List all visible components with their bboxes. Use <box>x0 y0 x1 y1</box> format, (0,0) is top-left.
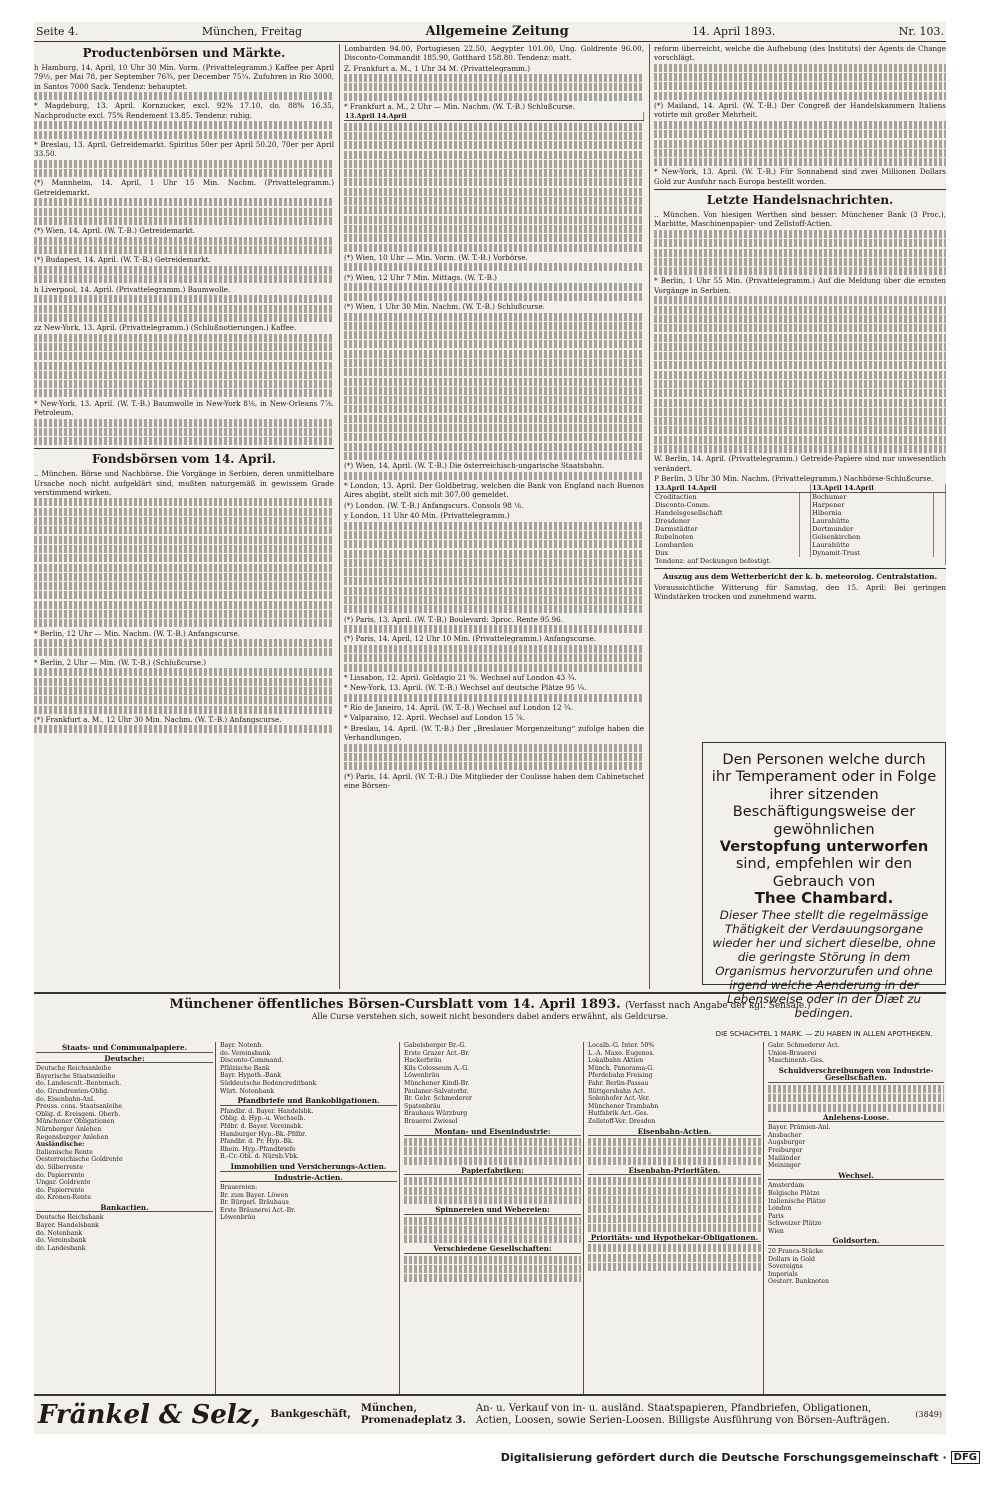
list-item: Oesterreichische Goldrente <box>36 1156 123 1164</box>
table-cell: Darmstädter <box>654 525 800 533</box>
article-text: * Magdeburg, 13. April. Kornzucker, excl. 92% 17.10, do. 88% 16.35, Nachproducte excl. 75% Rendement 13.85. Tendenz: ruhig. <box>34 101 334 120</box>
newspaper-title: Allgemeine Zeitung <box>425 24 569 39</box>
cursblatt-section: Eisenbahn-Actien. <box>588 1128 761 1137</box>
article-text: * New-York, 13. April. (W. T.-B.) Baumwolle in New-York 8⅛, in New-Orleans 7⅞. Petroleum. <box>34 398 334 418</box>
article-text: (*) Wien, 14. April. (W. T.-B.) Getreidemarkt. <box>34 226 196 236</box>
table-cell: Creditactien <box>654 493 800 502</box>
list-item: Ungar. Goldrente <box>36 1179 91 1187</box>
list-item: do. Kronen-Rente <box>36 1194 91 1202</box>
credit-text: Digitalisierung gefördert durch die Deutsche Forschungsgemeinschaft <box>500 1451 939 1464</box>
list-item: Disconto-Command. <box>220 1057 284 1065</box>
list-item: Deutsche Reichsbank <box>36 1214 104 1222</box>
article-text: (*) Mailand, 14. April. (W. T.-B.) Der Congreß der Handelskammern Italiens votirte mit großer Mehrheit. <box>654 101 946 120</box>
cursblatt-column-1 <box>34 1042 216 1394</box>
list-item: Localb.-G. Inter. 50% <box>588 1042 655 1049</box>
list-item: Hamburger Hyp.-Bk.-Pfdbr. <box>220 1130 307 1138</box>
ad-code: (3849) <box>915 1410 942 1419</box>
list-item: Hutfabrik Act.-Ges. <box>588 1110 649 1118</box>
weather-text: Voraussichtliche Witterung für Samstag, den 15. April: Bei geringen Windstärken trocken und zunehmend warm. <box>654 582 946 601</box>
cursblatt-section: Prioritäts- und Hypothekar-Obligationen. <box>588 1234 761 1243</box>
list-item: Brauereien: <box>220 1184 258 1192</box>
list-item: Brauerei Zwiesel <box>404 1117 458 1125</box>
issue-number: Nr. 103. <box>898 25 944 38</box>
list-item: Union-Brauerei <box>768 1049 817 1057</box>
article-text: * Berlin, 1 Uhr 55 Min. (Privattelegramm.) Auf die Meldung über die ernsten Vorgänge in Serbien. <box>654 276 946 295</box>
firm-city: München, <box>360 1403 417 1414</box>
list-item: Italienische Plätze <box>768 1197 826 1205</box>
list-item: Bayer. Prämien-Anl. <box>768 1124 831 1132</box>
table-cell: Laurahütte <box>811 541 934 549</box>
article-text: * Breslau, 14. April. (W. T.-B.) Der „Breslauer Morgenzeitung“ zufolge haben die Verhandlungen. <box>344 723 644 743</box>
bank-advertisement <box>34 1394 946 1434</box>
cursblatt-section: Verschiedene Gesellschaften: <box>404 1245 581 1254</box>
list-item: Paris <box>768 1212 784 1220</box>
cursblatt-section: Schuldverschreibungen von Industrie-Gesellschaften. <box>768 1067 944 1083</box>
firm-address <box>361 1403 466 1427</box>
article-text: Z. Frankfurt a. M., 1 Uhr 34 M. (Privattelegramm.) <box>344 63 531 73</box>
list-item: Oblig. d. Kreisgem. Oberb. <box>36 1110 121 1118</box>
list-item: Erste Grazer Act.-Br. <box>404 1049 470 1057</box>
table-cell: Rubelnoten <box>654 533 800 541</box>
list-item: Brauhaus Würzburg <box>404 1110 468 1118</box>
ad-line: ihrer sitzenden Beschäftigungsweise der gewöhnlichen <box>732 785 916 838</box>
cursblatt-section: Montan- und Eisenindustrie: <box>404 1128 581 1137</box>
list-item: Rhein. Hyp.-Pfandbriefe <box>220 1145 296 1153</box>
firm-services: An- u. Verkauf von in- u. ausländ. Staatspapieren, Pfandbriefen, Obligationen, Actien, Loosen, sowie Serien-Loosen. Billigste Ausführung von Börsen-Aufträgen. <box>475 1403 890 1426</box>
list-item: Münchener Obligationen <box>36 1118 115 1126</box>
city-day: München, Freitag <box>201 25 303 38</box>
table-cell: Dux <box>654 549 800 557</box>
table-cell: Handelsgesellschaft <box>654 509 800 517</box>
article-text: y London, 11 Uhr 40 Min. (Privattelegramm.) <box>344 511 510 521</box>
cursblatt-section: Bankactien. <box>36 1204 213 1213</box>
article-text: (*) Frankfurt a. M., 12 Uhr 30 Min. Nachm. (W. T.-B.) Anfangscurse. <box>34 714 282 724</box>
cursblatt-section: Pfandbriefe und Bankobligationen. <box>220 1097 397 1106</box>
cursblatt-section: Spinnereien und Webereien: <box>404 1206 581 1215</box>
ad-brand: Thee Chambard. <box>754 889 894 908</box>
list-item: Pfdbr. d. Bayer. Vereinsbk. <box>220 1122 304 1130</box>
column-1 <box>34 44 334 814</box>
cursblatt-column-3 <box>402 1042 584 1394</box>
firm-name: Fränkel & Selz, <box>38 1400 261 1430</box>
article-text: (*) Budapest, 14. April. (W. T.-B.) Getreidemarkt. <box>34 255 211 265</box>
article-text: P Berlin, 3 Uhr 30 Min. Nachm. (Privattelegramm.) Nachbörse-Schlußcurse. <box>654 473 934 483</box>
ad-line: sind, empfehlen wir den Gebrauch von <box>735 855 913 890</box>
list-item: Zellstoff-Ver. Dresden <box>588 1117 656 1125</box>
firm-kind: Bankgeschäft, <box>270 1409 351 1420</box>
list-item: do. Landescult.-Rentensch. <box>36 1080 122 1088</box>
list-item: Oesterr. Banknoten <box>768 1278 830 1286</box>
table-cell: Lombarden <box>654 541 800 549</box>
list-item: L.-A. Maxe. Eugenos. <box>588 1049 655 1057</box>
article-text: * New-York, 13. April. (W. T.-B.) Wechsel auf deutsche Plätze 95 ¼. <box>344 683 587 693</box>
list-item: Spatenbräu <box>404 1102 441 1110</box>
table-cell: Dortmunder <box>811 525 934 533</box>
section-heading: Fondsbörsen vom 14. April. <box>92 452 276 467</box>
list-item: Regensburger Anlehen <box>36 1133 109 1141</box>
list-item: Schweizer Plätze <box>768 1220 822 1228</box>
article-text: (*) Paris, 13. April. (W. T.-B.) Boulevard: 3proc. Rente 95.96. <box>344 614 563 624</box>
article-text: Lombarden 94.00, Portugiesen 22.50, Aegypter 101.00, Ung. Goldrente 96.00, Disconto-Commandit 185.90, Gotthard 158.80. Tendenz: matt. <box>344 44 644 63</box>
article-text: W. Berlin, 14. April. (Privattelegramm.) Getreide-Papiere sind nur unwesentlich verändert. <box>654 454 946 473</box>
list-item: Bayerische Staatsanleihe <box>36 1072 116 1080</box>
article-text: * Berlin, 2 Uhr — Min. (W. T.-B.) (Schlußcurse.) <box>34 657 207 667</box>
list-item: do. Landesbank <box>36 1244 86 1252</box>
list-item: Amsterdam <box>768 1182 805 1190</box>
article-text: zz New-York, 13. April. (Privattelegramm.) (Schlußnotierungen.) Kaffee. <box>34 323 297 333</box>
page-number: Seite 4. <box>36 25 79 38</box>
list-item: Nürnberger Anlehen <box>36 1125 102 1133</box>
article-text: * Rio de Janeiro, 14. April. (W. T.-B.) Wechsel auf London 12 ¾. <box>344 703 574 713</box>
cursblatt-section: Industrie-Actien. <box>220 1174 397 1183</box>
table-cell: Hibernia <box>811 509 934 517</box>
article-text: (*) Wien, 14. April. (W. T.-B.) Die österreichisch-ungarische Staatsbahn. <box>344 461 605 471</box>
table-cell: Dynamit-Trust <box>811 549 934 557</box>
boersen-cursblatt <box>34 992 946 1392</box>
list-item: Ausländische: <box>36 1141 85 1149</box>
ad-price: DIE SCHACHTEL 1 MARK. — ZU HABEN IN ALLEN APOTHEKEN. <box>715 1029 933 1038</box>
list-item: Mailänder <box>768 1154 801 1162</box>
article-text: h Liverpool, 14. April. (Privattelegramm.) Baumwolle. <box>34 284 231 294</box>
list-item: do. Silberrente <box>36 1163 84 1171</box>
article-text: * Valparaiso, 12. April. Wechsel auf London 15 ⅞. <box>344 713 525 723</box>
table-cell: Dresdener <box>654 517 800 525</box>
article-text: (*) Wien, 12 Uhr 7 Min. Mittags. (W. T.-B.) <box>344 272 497 282</box>
cursblatt-column-2 <box>218 1042 400 1394</box>
masthead <box>34 22 946 42</box>
list-item: Hackerbräu <box>404 1057 442 1065</box>
list-item: Rüttgersbahn Act. <box>588 1087 646 1095</box>
table-cell: Disconto-Comm. <box>654 501 800 509</box>
list-item: Münch. Panorama-G. <box>588 1064 654 1072</box>
list-item: Bayr. Hypoth.-Bank <box>220 1072 282 1080</box>
list-item: do. Vereinsbank <box>220 1049 271 1057</box>
list-item: Löwenbräu <box>404 1072 440 1080</box>
list-item: Kils Colosseum A.-G. <box>404 1064 469 1072</box>
list-item: Pfälzische Bank <box>220 1064 270 1072</box>
list-item: B.-Cr.-Obl. d. Nürnb.Vbk. <box>220 1153 299 1161</box>
column-2 <box>344 44 644 989</box>
list-item: Dollars in Gold <box>768 1255 815 1263</box>
nachboerse-table <box>654 484 946 565</box>
list-item: Preuss. cons. Staatsanleihe <box>36 1103 123 1111</box>
ad-line: Den Personen welche durch <box>722 751 926 768</box>
cursblatt-section: Wechsel. <box>768 1172 944 1181</box>
list-item: do. Notenbank <box>36 1229 83 1237</box>
list-item: Br. Bürgerl. Bräuhaus <box>220 1199 289 1207</box>
list-item: Würt. Notenbank <box>220 1087 275 1095</box>
article-text: (*) Paris, 14. April. (W. T.-B.) Die Mitglieder der Coulisse haben dem Cabinetschef eine Börsen- <box>344 771 644 790</box>
article-text: * Breslau, 13. April. Getreidemarkt. Spiritus 50er per April 50.20, 70er per April 33.50. <box>34 139 334 159</box>
list-item: Oblig. d. Hyp.-u. Wechselb. <box>220 1115 306 1123</box>
article-text: * Frankfurt a. M., 2 Uhr — Min. Nachm. (W. T.-B.) Schlußcurse. <box>344 102 575 112</box>
article-text: (*) Paris, 14. April, 12 Uhr 10 Min. (Privattelegramm.) Anfangscurse. <box>344 634 597 644</box>
list-item: Br. zum Bayer. Löwen <box>220 1191 289 1199</box>
article-text: .. München. Börse und Nachbörse. Die Vorgänge in Serbien, deren unmittelbare Ursache noch nicht aufgeklärt sind, mußten naturgemäß in gewissem Grade verstimmend wirken. <box>34 469 334 497</box>
list-item: do. Eisenbahn-Anl. <box>36 1095 95 1103</box>
weather-title: Auszug aus dem Wetterbericht der k. b. meteorolog. Centralstation. <box>663 572 937 582</box>
article-text: (*) Wien, 10 Uhr — Min. Vorm. (W. T.-B.) Vorbörse. <box>344 252 528 262</box>
article-text: h Hamburg, 14. April, 10 Uhr 30 Min. Vorm. (Privattelegramm.) Kaffee per April 79½, per Mai 78, per September 76¾, per December 75¼. Zufuhren in Rio 3000, in Santos 7000 Sack. Tendenz: behauptet. <box>34 63 334 91</box>
list-item: Deutsche Reichsanleihe <box>36 1065 112 1073</box>
cursblatt-title: Münchener öffentliches Börsen-Cursblatt vom 14. April 1893. (Verfasst nach Angabe der kgl. Sensale.) <box>169 997 811 1012</box>
table-cell: Tendenz: auf Deckungen befestigt. <box>654 557 946 565</box>
digitization-credit: Digitalisierung gefördert durch die Deutsche Forschungsgemeinschaft · DFG <box>501 1451 980 1464</box>
list-item: Br. Gebr. Schmederer <box>404 1095 472 1103</box>
list-item: Bayr. Notenb. <box>220 1042 264 1049</box>
table-header: 13.April 14.April <box>344 112 644 121</box>
article-text: reform überreicht, welche die Aufhebung (des Instituts) der Agents de Change vorschlägt. <box>654 44 946 63</box>
list-item: London <box>768 1205 792 1213</box>
list-item: Münchener Kindl-Br. <box>404 1079 470 1087</box>
cursblatt-column-5 <box>766 1042 946 1394</box>
table-cell: Harpener <box>811 501 934 509</box>
article-text: * Berlin, 12 Uhr — Min. Nachm. (W. T.-B.) Anfangscurse. <box>34 628 241 638</box>
cursblatt-section: Eisenbahn-Prioritäten. <box>588 1167 761 1176</box>
list-item: Gabelsberger Br.-G. <box>404 1042 467 1049</box>
list-item: do. Papierrente <box>36 1186 85 1194</box>
newspaper-page <box>34 22 946 1434</box>
ad-line: Dieser Thee stellt die regelmässige Thätigkeit der Verdauungsorgane wieder her und sichert dieselbe, ohne die geringste Störung in dem Organismus hervorzurufen und ohne irgend welche Aenderung in der Lebensweise oder in der Diæt zu bedingen. <box>712 907 936 1020</box>
table-header: 13.April 14.April <box>811 484 946 493</box>
list-item: Süddeutsche Bodencreditbank <box>220 1079 317 1087</box>
list-item: Wien <box>768 1227 784 1235</box>
list-item: Sovereigns <box>768 1263 803 1271</box>
table-cell: Gelsenkirchen <box>811 533 934 541</box>
list-item: Fabr. Berlin-Passau <box>588 1079 649 1087</box>
list-item: Belgische Plätze <box>768 1189 820 1197</box>
list-item: Pfandbr. d. Pr. Hyp.-Bk. <box>220 1138 294 1146</box>
list-item: Maschinenb.-Ges. <box>768 1057 825 1065</box>
article-text: * London, 13. April. Der Goldbetrag, welchen die Bank von England nach Buenos Aires abgibt, stellt sich mit 307.00 gemeldet. <box>344 481 644 500</box>
issue-date: 14. April 1893. <box>692 25 776 38</box>
table-cell: Laurahütte <box>811 517 934 525</box>
cursblatt-section: Papierfabriken: <box>404 1167 581 1176</box>
list-item: do. Grundrenten-Oblig. <box>36 1087 110 1095</box>
list-item: Paulaner-Salvatorbr. <box>404 1087 469 1095</box>
list-item: Augsburger <box>768 1139 806 1147</box>
article-text: (*) London. (W. T.-B.) Anfangscurs. Consols 98 ⅛. <box>344 500 524 510</box>
list-item: Meininger <box>768 1162 801 1170</box>
list-item: Löwenbräu <box>220 1214 256 1222</box>
ad-line: Verstopfung unterworfen <box>719 838 929 856</box>
list-item: Gabr. Schmederer Act. <box>768 1042 840 1049</box>
list-item: Bayer. Handelsbank <box>36 1222 99 1230</box>
firm-street: Promenadeplatz 3. <box>360 1415 466 1426</box>
cursblatt-section: Deutsche: <box>36 1055 213 1064</box>
list-item: do. Papierrente <box>36 1171 85 1179</box>
list-item: 20 Francs-Stücke <box>768 1248 824 1256</box>
article-text: * New-York, 13. April. (W. T.-B.) Für Sonnabend sind zwei Millionen Dollars Gold zur Ausfuhr nach Europa bestellt worden. <box>654 167 946 186</box>
list-item: Solenhofer Act.-Ver. <box>588 1095 651 1103</box>
article-text: (*) Wien, 1 Uhr 30 Min. Nachm. (W. T.-B.) Schlußcurse. <box>344 301 545 311</box>
article-text: .. München. Von hiesigen Werthen sind besser: Münchener Bank (3 Proc.), Marbitte, Maschinenpapier- und Zellstoff-Actien. <box>654 210 946 229</box>
list-item: Münchener Trambahn <box>588 1102 659 1110</box>
list-item: Erste Bräunerei Act.-Br. <box>220 1206 296 1214</box>
section-heading: Productenbörsen und Märkte. <box>82 46 286 60</box>
cursblatt-section: Immobilien und Versicherungs-Actien. <box>220 1163 397 1172</box>
list-item: Lokalbahn Aktien <box>588 1057 644 1065</box>
list-item: do. Vereinsbank <box>36 1237 87 1245</box>
cursblatt-column-4 <box>586 1042 764 1394</box>
list-item: Pfandbr. d. Bayer. Handelsbk. <box>220 1107 314 1115</box>
column-3 <box>654 44 946 734</box>
table-cell: Bochumer <box>811 493 934 502</box>
quote-table <box>344 112 644 121</box>
cursblatt-section: Staats- und Communalpapiere. <box>36 1044 213 1053</box>
cursblatt-subtitle: Alle Curse verstehen sich, soweit nicht besonders dabei anders erwähnt, als Geldcurse. <box>311 1012 669 1021</box>
article-text: (*) Mannheim, 14. April, 1 Uhr 15 Min. Nachm. (Privattelegramm.) Getreidemarkt. <box>34 178 334 197</box>
dfg-logo: DFG <box>951 1451 980 1464</box>
list-item: Freiburger <box>768 1146 803 1154</box>
tea-advertisement <box>702 742 946 1038</box>
list-item: Italienische Rente <box>36 1148 93 1156</box>
list-item: Ansbacher <box>768 1131 802 1139</box>
table-header: 13.April 14.April <box>654 484 811 493</box>
list-item: Pferdebahn Freising <box>588 1072 653 1080</box>
cursblatt-section: Anlehens-Loose. <box>768 1114 944 1123</box>
ad-line: ihr Temperament oder in Folge <box>711 768 937 786</box>
list-item: Imperials <box>768 1270 798 1278</box>
section-heading: Letzte Handelsnachrichten. <box>706 193 894 208</box>
article-text: * Lissabon, 12. April. Goldagio 21 %. Wechsel auf London 43 ¾. <box>344 672 577 682</box>
cursblatt-section: Goldsorten. <box>768 1237 944 1246</box>
